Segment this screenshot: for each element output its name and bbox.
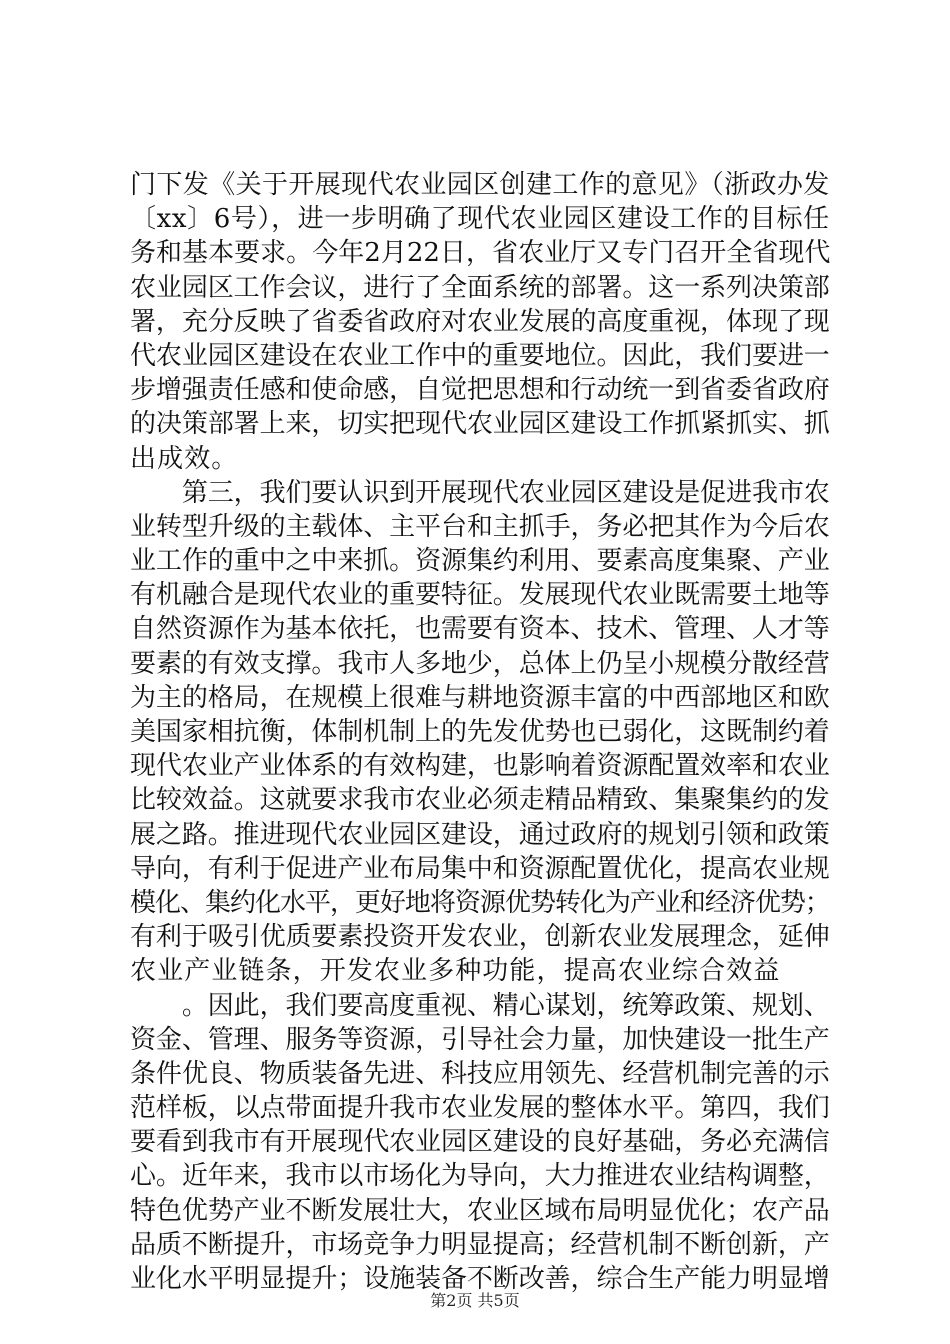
text-line: 要看到我市有开展现代农业园区建设的良好基础，务必充满信 <box>130 1127 830 1158</box>
text-line: 展之路。推进现代农业园区建设，通过政府的规划引领和政策 <box>130 819 830 850</box>
text-line: 门下发《关于开展现代农业园区创建工作的意见》（浙政办发 <box>130 170 830 200</box>
text-line: 品质不断提升，市场竞争力明显提高；经营机制不断创新，产 <box>130 1229 830 1260</box>
page-number-footer: 第2页 共5页 <box>430 1291 520 1310</box>
text-line: 代农业园区建设在农业工作中的重要地位。因此，我们要进一 <box>130 340 830 371</box>
text-line: 步增强责任感和使命感，自觉把思想和行动统一到省委省政府 <box>130 375 830 406</box>
text-line: 。因此，我们要高度重视、精心谋划，统筹政策、规划、 <box>130 990 830 1021</box>
text-line: 农业园区工作会议，进行了全面系统的部署。这一系列决策部 <box>130 272 830 303</box>
text-line: 心。近年来，我市以市场化为导向，大力推进农业结构调整， <box>130 1161 830 1192</box>
text-line: 自然资源作为基本依托，也需要有资本、技术、管理、人才等 <box>130 614 830 645</box>
text-line: 模化、集约化水平，更好地将资源优势转化为产业和经济优势； <box>130 887 830 918</box>
text-line: 业转型升级的主载体、主平台和主抓手，务必把其作为今后农 <box>130 511 830 542</box>
text-line: 现代农业产业体系的有效构建，也影响着资源配置效率和农业 <box>130 751 830 782</box>
text-line: 出成效。 <box>130 443 239 474</box>
text-line: 美国家相抗衡，体制机制上的先发优势也已弱化，这既制约着 <box>130 717 830 747</box>
text-line: 为主的格局，在规模上很难与耕地资源丰富的中西部地区和欧 <box>130 682 830 713</box>
text-line: 业化水平明显提升；设施装备不断改善，综合生产能力明显增 <box>130 1264 830 1294</box>
text-line: 资金、管理、服务等资源，引导社会力量，加快建设一批生产 <box>130 1024 830 1055</box>
text-line: 特色优势产业不断发展壮大，农业区域布局明显优化；农产品 <box>130 1195 830 1226</box>
text-line: 要素的有效支撑。我市人多地少，总体上仍呈小规模分散经营 <box>130 648 830 679</box>
text-line: 第三，我们要认识到开展现代农业园区建设是促进我市农 <box>130 477 830 508</box>
text-line: 的决策部署上来，切实把现代农业园区建设工作抓紧抓实、抓 <box>130 409 830 440</box>
text-line: 业工作的重中之中来抓。资源集约利用、要素高度集聚、产业 <box>130 546 830 577</box>
text-line: 务和基本要求。今年2月22日，省农业厅又专门召开全省现代 <box>130 238 831 269</box>
body-text <box>130 168 830 1296</box>
text-line: 农业产业链条，开发农业多种功能，提高农业综合效益 <box>130 956 781 987</box>
text-line: 有机融合是现代农业的重要特征。发展现代农业既需要土地等 <box>130 580 830 611</box>
text-line: 署，充分反映了省委省政府对农业发展的高度重视，体现了现 <box>130 306 830 337</box>
text-line: 范样板，以点带面提升我市农业发展的整体水平。第四，我们 <box>130 1093 830 1124</box>
text-line: 比较效益。这就要求我市农业必须走精品精致、集聚集约的发 <box>130 785 830 816</box>
text-line: 〔xx〕6号），进一步明确了现代农业园区建设工作的目标任 <box>130 204 830 235</box>
text-line: 条件优良、物质装备先进、科技应用领先、经营机制完善的示 <box>130 1058 830 1089</box>
text-line: 有利于吸引优质要素投资开发农业，创新农业发展理念，延伸 <box>130 922 830 953</box>
text-line: 导向，有利于促进产业布局集中和资源配置优化，提高农业规 <box>130 853 830 884</box>
